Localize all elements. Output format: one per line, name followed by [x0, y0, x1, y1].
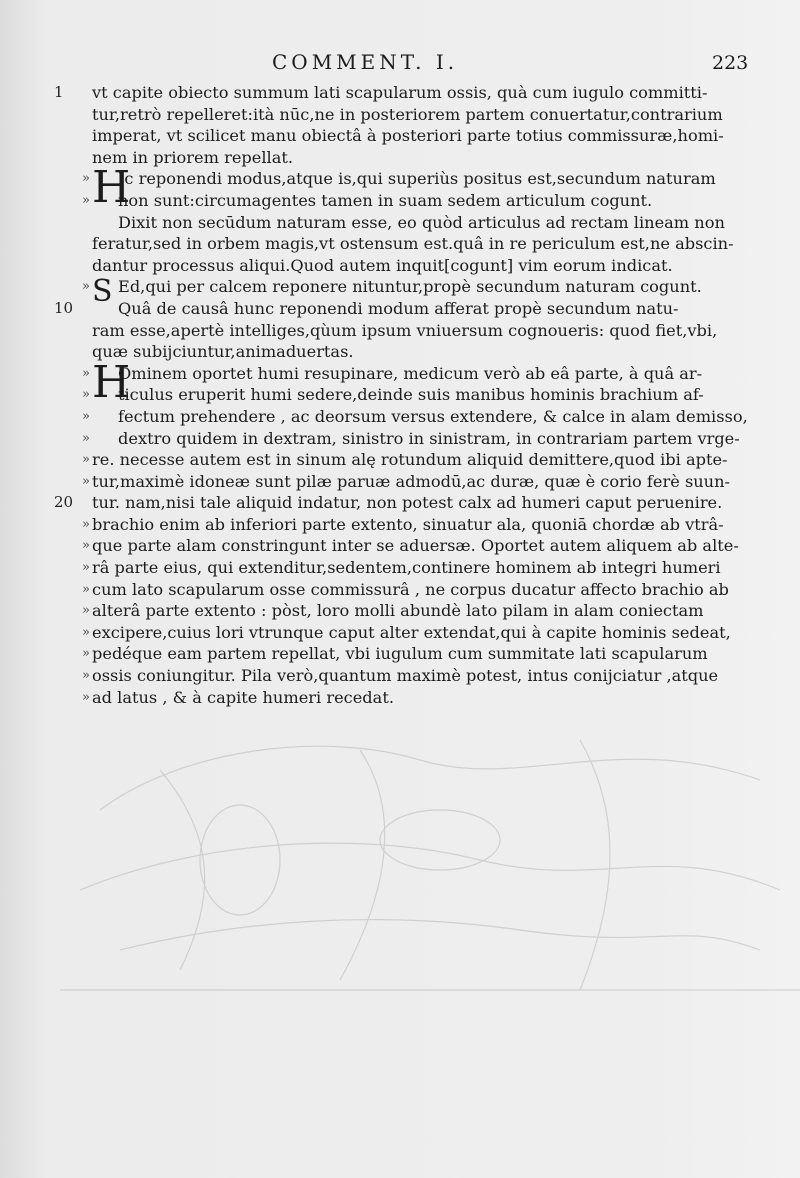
text-line [60, 104, 723, 126]
text-line [60, 255, 685, 277]
margin-quote-mark: » [82, 192, 90, 208]
page-header [0, 50, 800, 80]
line-text: re. necesse autem est in sinum alę rotundum aliquid demittere,quod ibi apte- [92, 450, 728, 470]
text-line [60, 449, 728, 471]
line-text: ad latus , & à capite humeri recedat. [92, 687, 394, 707]
line-number: 20 [54, 493, 74, 512]
line-text: tur,retrò repelleret:ità nūc,ne in posteriorem partem conuertatur,contrarium [92, 104, 723, 124]
line-number: 1 [54, 83, 64, 101]
line-text: feratur,sed in orbem magis,vt ostensum est.quâ in re periculum est,ne abscin- [92, 234, 734, 254]
margin-quote-mark: » [82, 603, 90, 619]
text-line [54, 82, 708, 104]
line-text: tur. nam,nisi tale aliquid indatur, non potest calx ad humeri caput peruenire. [92, 493, 723, 513]
text-line [60, 320, 718, 342]
line-text: quæ subijciuntur,animaduertas. [92, 342, 354, 362]
line-text: dantur processus aliqui.Quod autem inquit[cogunt] vim eorum indicat. [92, 255, 673, 275]
text-body [54, 82, 748, 708]
line-text: excipere,cuius lori vtrunque caput alter extendat,qui à capite hominis sedeat, [92, 622, 731, 642]
text-line [60, 514, 724, 536]
line-text: ossis coniungitur. Pila verò,quantum maximè potest, intus conijciatur ,atque [92, 666, 719, 686]
line-text: que parte alam constringunt inter se aduersæ. Oportet autem aliquem ab alte- [92, 536, 739, 556]
margin-quote-mark: » [82, 581, 90, 597]
text-line [60, 557, 721, 579]
text-line [60, 212, 725, 234]
margin-quote-mark: » [82, 473, 90, 489]
line-text: Ominem oportet humi resupinare, medicum verò ab eâ parte, à quâ ar- [118, 363, 703, 383]
margin-quote-mark: » [82, 387, 90, 403]
text-line [60, 428, 740, 450]
text-line [60, 687, 685, 709]
text-line [60, 643, 708, 665]
text-line [60, 471, 731, 493]
margin-quote-mark: » [82, 538, 90, 554]
text-line [60, 665, 719, 687]
margin-quote-mark: » [82, 430, 90, 446]
line-text: Ed,qui per calcem reponere nituntur,propè secundum naturam cogunt. [118, 277, 702, 297]
text-line [54, 298, 685, 320]
margin-quote-mark: » [82, 689, 90, 705]
text-line [60, 535, 739, 557]
margin-quote-mark: » [82, 452, 90, 468]
text-line [60, 579, 729, 601]
margin-quote-mark: » [82, 646, 90, 662]
text-line [60, 233, 734, 255]
line-text: râ parte eius, qui extenditur,sedentem,continere hominem ab integri humeri [92, 558, 721, 578]
line-text: brachio enim ab inferiori parte extento, sinuatur ala, quoniā chordæ ab vtrâ- [92, 514, 724, 534]
text-line [60, 341, 685, 363]
line-text: cum lato scapularum osse commissurâ , ne corpus ducatur affecto brachio ab [92, 579, 729, 599]
margin-quote-mark: » [82, 668, 90, 684]
running-head: COMMENT. I. [272, 50, 459, 74]
line-text: dextro quidem in dextram, sinistro in sinistram, in contrariam partem vrge- [118, 428, 740, 448]
text-line [60, 406, 748, 428]
line-text: Quâ de causâ hunc reponendi modum afferat propè secundum natu- [118, 298, 679, 318]
text-line [60, 190, 685, 212]
margin-quote-mark: » [82, 560, 90, 576]
margin-quote-mark: » [82, 365, 90, 381]
line-text: nem in priorem repellat. [92, 147, 294, 167]
line-text: tur,maximè idoneæ sunt pilæ paruæ admodū,ac duræ, quæ è corio ferè suun- [92, 471, 731, 491]
drop-capital: H [92, 162, 131, 214]
text-line [60, 622, 731, 644]
line-text: ram esse,apertè intelliges,qùum ipsum vniuersum cognoueris: quod fiet,vbi, [92, 320, 718, 340]
margin-quote-mark: » [82, 408, 90, 424]
line-text: pedéque eam partem repellat, vbi iugulum cum summitate lati scapularum [92, 644, 708, 664]
line-text: non sunt:circumagentes tamen in suam sedem articulum cogunt. [118, 190, 653, 210]
text-line [60, 384, 704, 406]
bleed-through-illustration [60, 687, 800, 1010]
line-number: 10 [54, 298, 74, 317]
margin-quote-mark: » [82, 516, 90, 532]
drop-capital: S [92, 274, 113, 310]
text-line [60, 147, 685, 169]
text-line [54, 492, 723, 514]
line-text: Ic reponendi modus,atque is,qui superiùs positus est,secundum naturam [118, 169, 716, 189]
line-text: imperat, vt scilicet manu obiectâ à posteriori parte totius commissuræ,homi- [92, 126, 724, 146]
line-text: fectum prehendere , ac deorsum versus extendere, & calce in alam demisso, [118, 406, 748, 426]
line-text: vt capite obiecto summum lati scapularum ossis, quà cum iugulo committi- [92, 83, 708, 102]
margin-quote-mark: » [82, 171, 90, 187]
margin-quote-mark: » [82, 279, 90, 295]
text-line [60, 600, 704, 622]
margin-quote-mark: » [82, 624, 90, 640]
line-text: ticulus eruperit humi sedere,deinde suis manibus hominis brachium af- [118, 385, 704, 405]
drop-capital: H [92, 356, 131, 408]
text-line [60, 125, 724, 147]
page-number: 223 [712, 52, 749, 74]
line-text: alterâ parte extento : pòst, loro molli abundè lato pilam in alam coniectam [92, 601, 704, 621]
line-text: Dixit non secūdum naturam esse, eo quòd articulus ad rectam lineam non [118, 212, 725, 232]
